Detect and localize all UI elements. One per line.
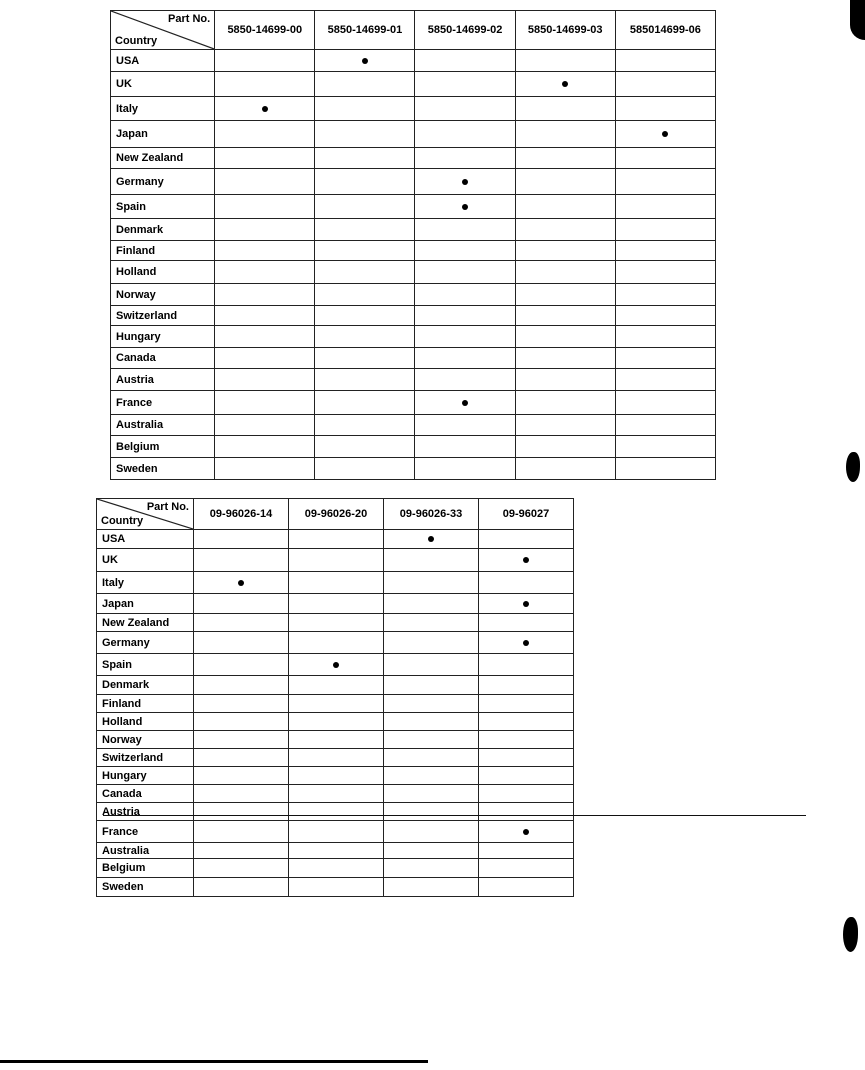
availability-cell: [515, 391, 615, 415]
table-row: [97, 859, 574, 878]
country-cell: USA: [97, 530, 194, 549]
country-cell: Japan: [111, 121, 215, 148]
country-cell: New Zealand: [97, 614, 194, 632]
availability-cell: [479, 594, 574, 614]
table-row: [97, 843, 574, 859]
availability-cell: [289, 878, 384, 897]
availability-cell: [194, 731, 289, 749]
table-row: [111, 148, 716, 169]
availability-cell: [479, 530, 574, 549]
availability-cell: [479, 821, 574, 843]
available-dot-icon: [523, 829, 529, 835]
availability-cell: [215, 241, 315, 261]
country-cell: Switzerland: [97, 749, 194, 767]
availability-cell: [479, 654, 574, 676]
table-header-row: [111, 11, 716, 50]
availability-cell: [384, 572, 479, 594]
bottom-rule: [0, 1060, 428, 1063]
table-row: [111, 97, 716, 121]
country-cell: UK: [111, 72, 215, 97]
availability-cell: [315, 415, 415, 436]
table-header-row: [97, 499, 574, 530]
country-cell: Norway: [97, 731, 194, 749]
availability-cell: [515, 306, 615, 326]
availability-cell: [384, 594, 479, 614]
availability-cell: [479, 614, 574, 632]
available-dot-icon: [462, 204, 468, 210]
country-cell: Denmark: [111, 219, 215, 241]
table-row: [111, 241, 716, 261]
availability-cell: [194, 549, 289, 572]
availability-cell: [515, 415, 615, 436]
availability-cell: [215, 148, 315, 169]
table-row: [111, 72, 716, 97]
availability-cell: [315, 326, 415, 348]
availability-cell: [289, 767, 384, 785]
availability-cell: [194, 676, 289, 695]
availability-cell: [384, 549, 479, 572]
table-row: [97, 632, 574, 654]
availability-cell: [315, 458, 415, 480]
availability-cell: [215, 415, 315, 436]
availability-cell: [479, 549, 574, 572]
availability-cell: [215, 284, 315, 306]
availability-cell: [415, 261, 515, 284]
availability-cell: [479, 632, 574, 654]
availability-cell: [215, 169, 315, 195]
availability-cell: [615, 241, 715, 261]
availability-cell: [415, 148, 515, 169]
availability-cell: [415, 284, 515, 306]
country-cell: France: [111, 391, 215, 415]
availability-cell: [215, 369, 315, 391]
country-cell: New Zealand: [111, 148, 215, 169]
availability-cell: [615, 195, 715, 219]
available-dot-icon: [523, 557, 529, 563]
available-dot-icon: [262, 106, 268, 112]
availability-cell: [384, 695, 479, 713]
table-row: [111, 326, 716, 348]
availability-cell: [415, 436, 515, 458]
availability-cell: [415, 391, 515, 415]
country-cell: Italy: [111, 97, 215, 121]
availability-cell: [415, 369, 515, 391]
availability-cell: [315, 348, 415, 369]
availability-cell: [315, 391, 415, 415]
country-cell: Sweden: [111, 458, 215, 480]
part-number-header: 09-96026-14: [194, 499, 289, 530]
availability-cell: [215, 195, 315, 219]
country-cell: Germany: [97, 632, 194, 654]
availability-cell: [194, 767, 289, 785]
country-cell: Holland: [97, 713, 194, 731]
availability-cell: [479, 803, 574, 821]
availability-cell: [194, 785, 289, 803]
availability-cell: [384, 785, 479, 803]
table-row: [111, 219, 716, 241]
table-row: [97, 549, 574, 572]
table-row: [97, 731, 574, 749]
punch-hole-mark: [850, 0, 865, 40]
available-dot-icon: [562, 81, 568, 87]
country-cell: Canada: [111, 348, 215, 369]
country-label: Country: [101, 515, 144, 527]
availability-cell: [515, 72, 615, 97]
part-number-header: 5850-14699-01: [315, 11, 415, 50]
availability-cell: [384, 878, 479, 897]
part-number-header: 09-96026-20: [289, 499, 384, 530]
country-cell: Hungary: [111, 326, 215, 348]
availability-cell: [415, 219, 515, 241]
availability-cell: [384, 859, 479, 878]
country-cell: Finland: [111, 241, 215, 261]
availability-cell: [615, 391, 715, 415]
country-cell: Sweden: [97, 878, 194, 897]
availability-cell: [289, 785, 384, 803]
availability-cell: [515, 261, 615, 284]
availability-cell: [615, 306, 715, 326]
availability-cell: [289, 572, 384, 594]
availability-cell: [215, 458, 315, 480]
country-cell: Switzerland: [111, 306, 215, 326]
punch-hole-mark: [843, 917, 858, 952]
availability-cell: [615, 97, 715, 121]
availability-cell: [289, 676, 384, 695]
availability-cell: [315, 261, 415, 284]
table-row: [111, 436, 716, 458]
availability-cell: [215, 391, 315, 415]
availability-cell: [194, 821, 289, 843]
availability-cell: [289, 614, 384, 632]
availability-cell: [415, 169, 515, 195]
country-cell: Australia: [111, 415, 215, 436]
part-number-header: 5850-14699-03: [515, 11, 615, 50]
availability-cell: [315, 72, 415, 97]
country-cell: Spain: [97, 654, 194, 676]
country-cell: Italy: [97, 572, 194, 594]
availability-cell: [215, 50, 315, 72]
available-dot-icon: [523, 640, 529, 646]
availability-cell: [384, 654, 479, 676]
availability-cell: [315, 284, 415, 306]
table-row: [97, 767, 574, 785]
availability-cell: [384, 843, 479, 859]
availability-cell: [615, 169, 715, 195]
availability-cell: [515, 458, 615, 480]
country-cell: Australia: [97, 843, 194, 859]
availability-cell: [289, 695, 384, 713]
availability-cell: [194, 654, 289, 676]
availability-cell: [479, 572, 574, 594]
table-row: [97, 594, 574, 614]
table-row: [111, 50, 716, 72]
availability-cell: [315, 241, 415, 261]
availability-cell: [515, 241, 615, 261]
availability-cell: [289, 859, 384, 878]
availability-cell: [415, 458, 515, 480]
country-cell: USA: [111, 50, 215, 72]
availability-cell: [384, 713, 479, 731]
availability-cell: [384, 767, 479, 785]
availability-cell: [215, 348, 315, 369]
availability-cell: [289, 821, 384, 843]
availability-cell: [194, 713, 289, 731]
availability-cell: [415, 326, 515, 348]
country-cell: Hungary: [97, 767, 194, 785]
availability-cell: [384, 749, 479, 767]
part-no-label: Part No.: [146, 501, 189, 513]
availability-cell: [415, 121, 515, 148]
availability-cell: [615, 50, 715, 72]
availability-cell: [315, 169, 415, 195]
availability-cell: [479, 713, 574, 731]
availability-cell: [415, 195, 515, 219]
availability-cell: [194, 572, 289, 594]
availability-cell: [315, 195, 415, 219]
availability-cell: [479, 859, 574, 878]
header-corner-cell: [111, 11, 215, 50]
table-row: [97, 713, 574, 731]
availability-cell: [615, 348, 715, 369]
availability-cell: [515, 326, 615, 348]
availability-cell: [479, 878, 574, 897]
table-row: [97, 572, 574, 594]
availability-cell: [615, 458, 715, 480]
table-row: [97, 821, 574, 843]
country-cell: Belgium: [111, 436, 215, 458]
availability-cell: [289, 594, 384, 614]
available-dot-icon: [428, 536, 434, 542]
availability-cell: [515, 284, 615, 306]
country-cell: Spain: [111, 195, 215, 219]
table-row: [97, 878, 574, 897]
country-cell: France: [97, 821, 194, 843]
availability-cell: [615, 148, 715, 169]
availability-cell: [289, 731, 384, 749]
availability-cell: [615, 326, 715, 348]
availability-cell: [315, 436, 415, 458]
availability-cell: [479, 731, 574, 749]
compatibility-table-1: [110, 10, 716, 480]
availability-cell: [415, 50, 515, 72]
availability-cell: [194, 843, 289, 859]
country-cell: Japan: [97, 594, 194, 614]
availability-cell: [479, 676, 574, 695]
availability-cell: [384, 614, 479, 632]
availability-cell: [515, 369, 615, 391]
part-number-header: 09-96027: [479, 499, 574, 530]
availability-cell: [415, 72, 515, 97]
availability-cell: [315, 121, 415, 148]
table-row: [111, 169, 716, 195]
country-cell: Holland: [111, 261, 215, 284]
country-cell: Canada: [97, 785, 194, 803]
table-row: [111, 415, 716, 436]
country-cell: Germany: [111, 169, 215, 195]
availability-cell: [384, 530, 479, 549]
part-number-header: 5850-14699-00: [215, 11, 315, 50]
availability-cell: [615, 284, 715, 306]
available-dot-icon: [662, 131, 668, 137]
availability-cell: [415, 415, 515, 436]
availability-cell: [615, 436, 715, 458]
availability-cell: [215, 219, 315, 241]
availability-cell: [479, 749, 574, 767]
availability-cell: [515, 436, 615, 458]
part-number-header: 09-96026-33: [384, 499, 479, 530]
availability-cell: [479, 695, 574, 713]
availability-cell: [194, 749, 289, 767]
availability-cell: [315, 306, 415, 326]
availability-cell: [215, 72, 315, 97]
availability-cell: [289, 843, 384, 859]
availability-cell: [215, 97, 315, 121]
table-row: [111, 261, 716, 284]
punch-hole-mark: [846, 452, 860, 482]
availability-cell: [289, 530, 384, 549]
availability-cell: [384, 731, 479, 749]
country-label: Country: [115, 35, 158, 47]
country-cell: UK: [97, 549, 194, 572]
availability-cell: [315, 97, 415, 121]
availability-cell: [384, 821, 479, 843]
availability-cell: [384, 803, 479, 821]
country-cell: Austria: [97, 803, 194, 821]
availability-cell: [515, 148, 615, 169]
availability-cell: [615, 369, 715, 391]
availability-cell: [515, 219, 615, 241]
availability-cell: [194, 878, 289, 897]
available-dot-icon: [523, 601, 529, 607]
part-no-label: Part No.: [167, 13, 211, 25]
availability-cell: [515, 348, 615, 369]
availability-cell: [515, 97, 615, 121]
availability-cell: [615, 219, 715, 241]
country-cell: Belgium: [97, 859, 194, 878]
availability-cell: [515, 169, 615, 195]
table-row: [97, 749, 574, 767]
part-number-header: 5850-14699-02: [415, 11, 515, 50]
table-row: [111, 306, 716, 326]
availability-cell: [215, 326, 315, 348]
availability-cell: [289, 632, 384, 654]
table-row: [111, 369, 716, 391]
availability-cell: [479, 767, 574, 785]
availability-cell: [194, 594, 289, 614]
table-row: [111, 391, 716, 415]
availability-cell: [515, 121, 615, 148]
availability-cell: [384, 632, 479, 654]
country-cell: Austria: [111, 369, 215, 391]
available-dot-icon: [462, 179, 468, 185]
table-row: [111, 121, 716, 148]
country-cell: Finland: [97, 695, 194, 713]
table-row: [97, 614, 574, 632]
availability-cell: [215, 306, 315, 326]
availability-cell: [194, 614, 289, 632]
availability-cell: [384, 676, 479, 695]
availability-cell: [215, 261, 315, 284]
table-row: [97, 785, 574, 803]
availability-cell: [289, 803, 384, 821]
availability-cell: [289, 654, 384, 676]
table-row: [111, 348, 716, 369]
horizontal-rule: [103, 815, 806, 816]
available-dot-icon: [362, 58, 368, 64]
availability-cell: [415, 241, 515, 261]
availability-cell: [315, 50, 415, 72]
availability-cell: [415, 348, 515, 369]
availability-cell: [194, 632, 289, 654]
table-row: [111, 284, 716, 306]
available-dot-icon: [333, 662, 339, 668]
availability-cell: [515, 195, 615, 219]
available-dot-icon: [238, 580, 244, 586]
availability-cell: [194, 695, 289, 713]
country-cell: Norway: [111, 284, 215, 306]
availability-cell: [615, 72, 715, 97]
table-row: [97, 676, 574, 695]
availability-cell: [415, 306, 515, 326]
availability-cell: [289, 749, 384, 767]
table-row: [111, 195, 716, 219]
part-number-header: 585014699-06: [615, 11, 715, 50]
availability-cell: [315, 148, 415, 169]
availability-cell: [515, 50, 615, 72]
availability-cell: [215, 436, 315, 458]
availability-cell: [415, 97, 515, 121]
availability-cell: [289, 713, 384, 731]
table-row: [97, 695, 574, 713]
availability-cell: [289, 549, 384, 572]
availability-cell: [615, 261, 715, 284]
table-row: [97, 654, 574, 676]
country-cell: Denmark: [97, 676, 194, 695]
availability-cell: [215, 121, 315, 148]
availability-cell: [615, 121, 715, 148]
table-row: [97, 530, 574, 549]
availability-cell: [479, 785, 574, 803]
table-row: [111, 458, 716, 480]
availability-cell: [315, 369, 415, 391]
available-dot-icon: [462, 400, 468, 406]
availability-cell: [194, 859, 289, 878]
availability-cell: [194, 530, 289, 549]
availability-cell: [615, 415, 715, 436]
header-corner-cell: [97, 499, 194, 530]
table-row: [97, 803, 574, 821]
compatibility-table-2: [96, 498, 574, 897]
availability-cell: [479, 843, 574, 859]
availability-cell: [194, 803, 289, 821]
availability-cell: [315, 219, 415, 241]
